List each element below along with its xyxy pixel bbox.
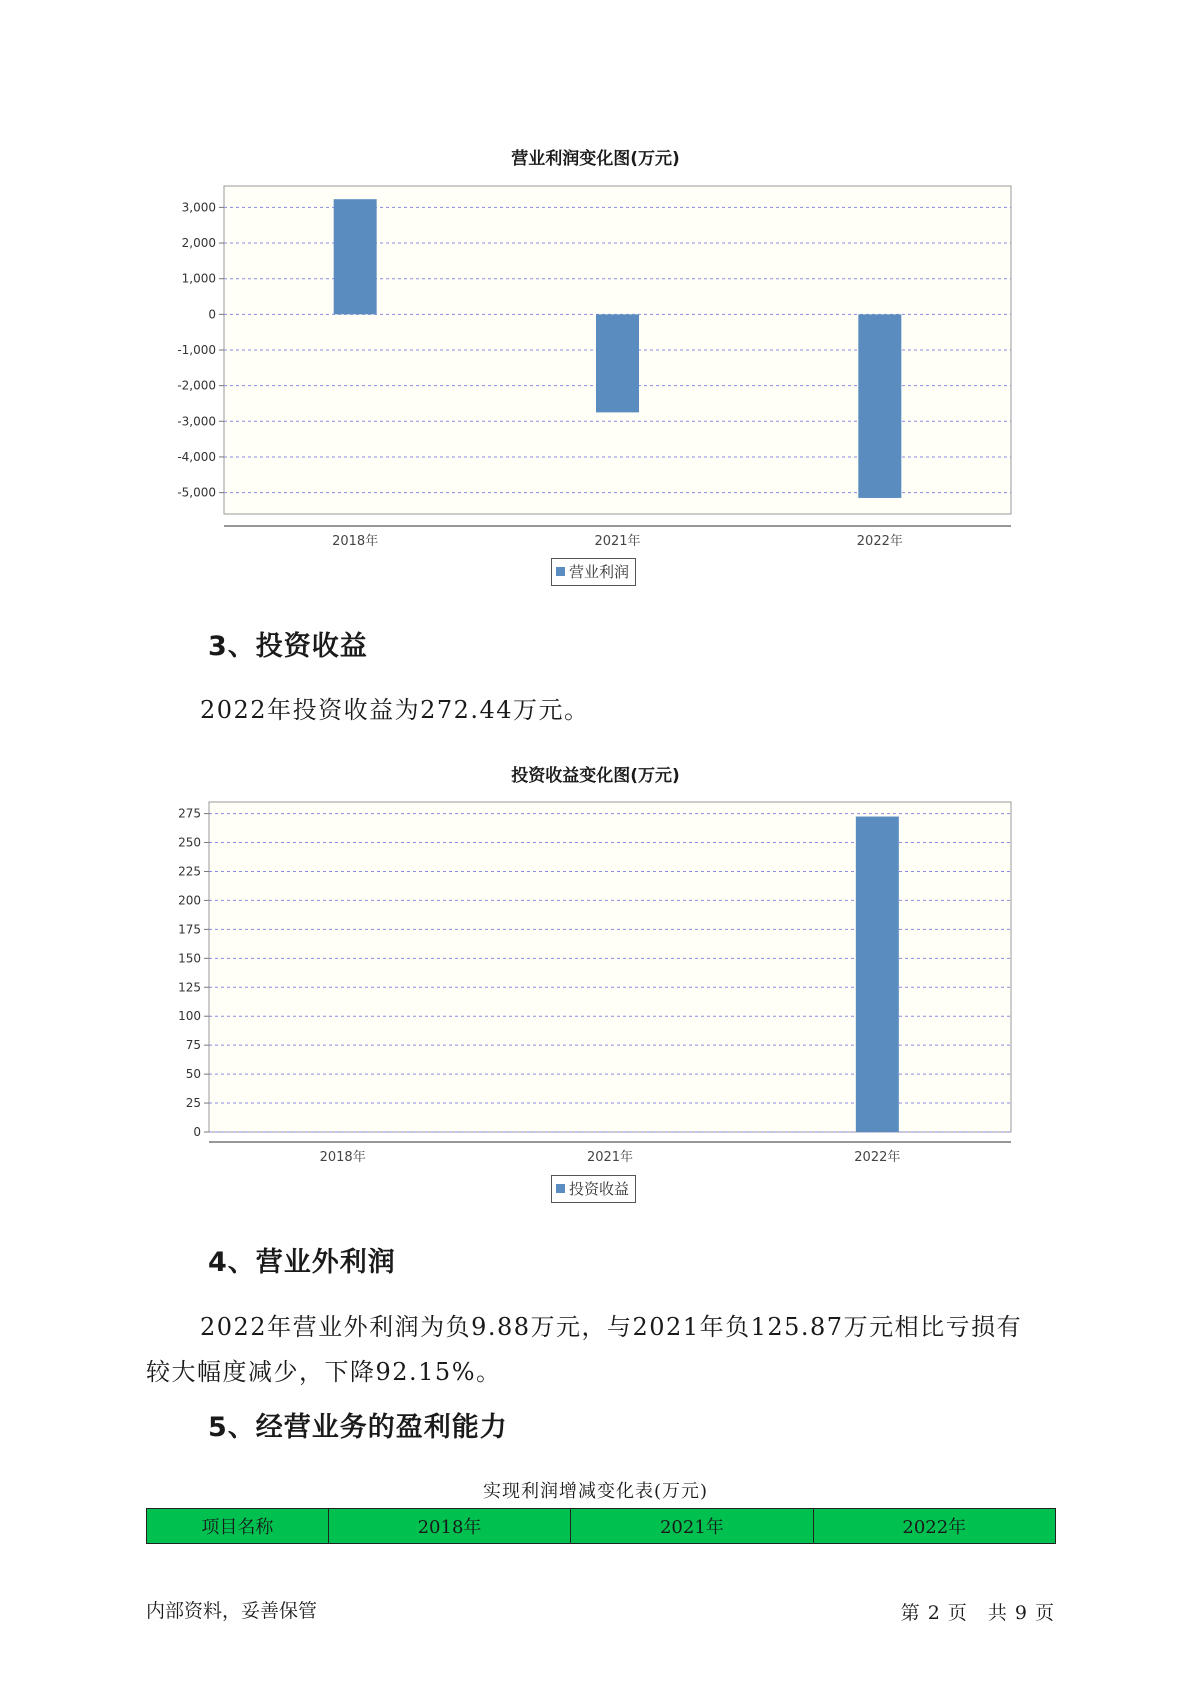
chart2-legend [551,1175,636,1203]
y-tick-label: 100 [178,1009,201,1024]
header-2018: 2018年 [328,1509,570,1544]
chart2-legend-label: 投资收益 [569,1180,630,1198]
x-tick-label: 2021年 [594,534,641,549]
y-tick-label: 1,000 [181,271,216,286]
y-tick-label: -2,000 [177,378,216,393]
section4-heading: 4、营业外利润 [208,1247,396,1278]
x-tick-label: 2022年 [856,534,903,549]
x-tick-label: 2022年 [854,1150,901,1165]
legend-swatch [556,1184,565,1193]
section4-text-line2: 较大幅度减少，下降92.15%。 [146,1358,502,1386]
section4-text-line1: 2022年营业外利润为负9.88万元，与2021年负125.87万元相比亏损有 [200,1313,1023,1341]
x-tick-label: 2018年 [319,1150,366,1165]
profit-change-table [146,1508,1056,1544]
header-2022: 2022年 [813,1509,1055,1544]
chart1-title: 营业利润变化图(万元) [511,149,680,169]
y-tick-label: 75 [185,1038,201,1053]
y-tick-label: -4,000 [177,449,216,464]
section3-text: 2022年投资收益为272.44万元。 [200,696,590,724]
section5-heading: 5、经营业务的盈利能力 [208,1412,508,1443]
y-tick-label: 0 [193,1125,201,1139]
y-tick-label: -5,000 [177,485,216,500]
y-tick-label: 2,000 [181,236,216,251]
y-tick-label: 150 [178,951,201,966]
y-tick-label: 275 [178,806,201,821]
y-tick-label: 175 [178,922,201,937]
table-header-row [147,1509,1056,1544]
y-tick-label: 200 [178,893,201,908]
footer-page-number: 第 2 页 共 9 页 [900,1602,1055,1624]
section3-heading: 3、投资收益 [208,631,368,662]
y-tick-label: 250 [178,835,201,850]
y-tick-label: 25 [185,1096,201,1111]
chart1-legend-label: 营业利润 [569,563,630,581]
y-tick-label: -1,000 [177,343,216,357]
chart2-title: 投资收益变化图(万元) [511,766,680,786]
y-tick-label: 3,000 [181,200,216,215]
header-item-name: 项目名称 [147,1509,329,1544]
y-tick-label: 50 [185,1067,201,1082]
x-tick-label: 2021年 [586,1150,634,1165]
footer-confidential-note: 内部资料，妥善保管 [146,1600,318,1622]
table-caption: 实现利润增减变化表(万元) [482,1481,709,1502]
y-tick-label: -3,000 [177,414,216,429]
bar-2022年 [856,817,899,1132]
x-tick-label: 2018年 [332,534,379,549]
y-tick-label: 125 [178,980,201,995]
header-2021: 2021年 [571,1509,813,1544]
y-tick-label: 0 [208,307,216,322]
y-tick-label: 225 [178,864,201,879]
